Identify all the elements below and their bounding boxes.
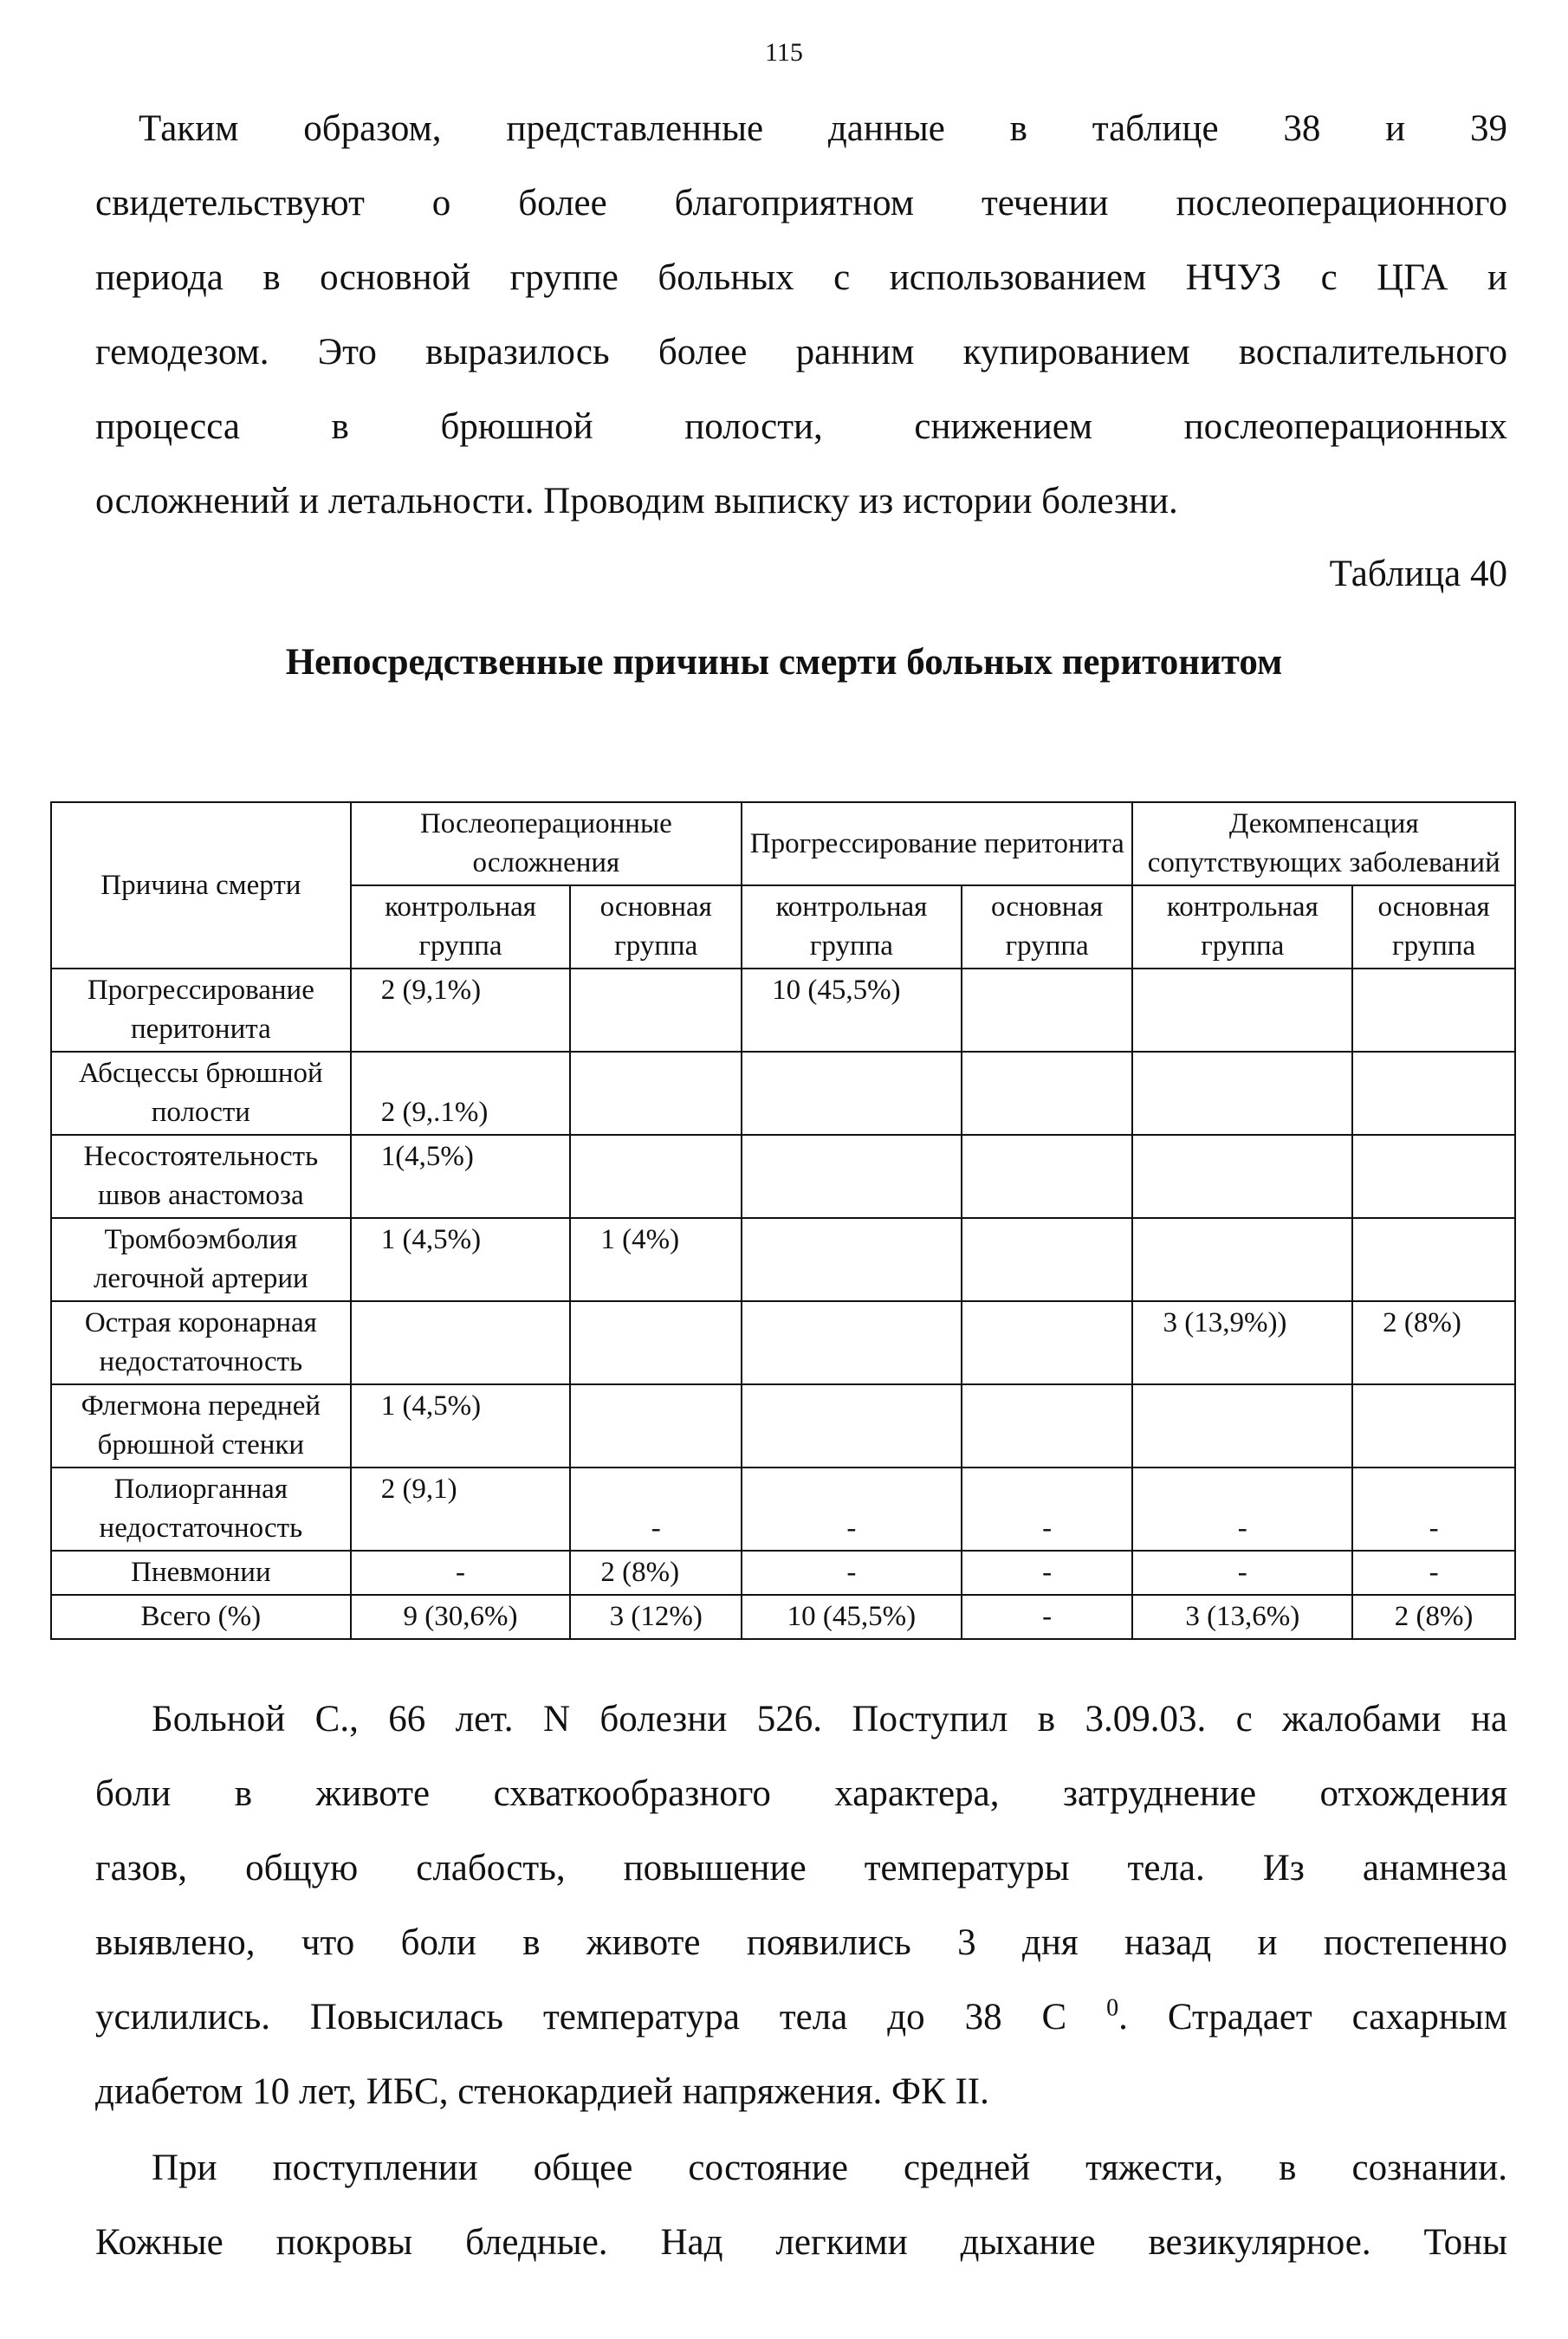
cause-cell: Абсцессы брюшной полости xyxy=(51,1052,351,1135)
cause-cell: Тромбоэмболия легочной артерии xyxy=(51,1218,351,1301)
value-cell: 2 (9,1%) xyxy=(351,969,571,1052)
subheader-main: основная группа xyxy=(1352,885,1515,969)
case-paragraph xyxy=(95,1682,1507,2129)
intro-line: свидетельствуют о более благоприятном течении послеоперационного xyxy=(95,183,1507,224)
value-cell: - xyxy=(1352,1551,1515,1595)
intro-line: гемодезом. Это выразилось более ранним купированием воспалительного xyxy=(95,332,1507,373)
value-cell: 3 (13,9%)) xyxy=(1132,1301,1352,1384)
table-row xyxy=(51,1135,1515,1218)
subheader-control: контрольная группа xyxy=(1132,885,1352,969)
intro-line: осложнений и летальности. Проводим выписку из истории болезни. xyxy=(95,481,1178,522)
table-title: Непосредственные причины смерти больных перитонитом xyxy=(285,642,1283,683)
value-cell: - xyxy=(351,1551,571,1595)
value-cell xyxy=(1132,1135,1352,1218)
header-cause: Причина смерти xyxy=(51,802,351,969)
value-cell xyxy=(570,1301,742,1384)
value-cell: - xyxy=(1132,1551,1352,1595)
value-cell: - xyxy=(742,1551,962,1595)
value-cell xyxy=(1132,1384,1352,1468)
value-cell: 2 (8%) xyxy=(1352,1301,1515,1384)
value-cell xyxy=(1352,1135,1515,1218)
table-row xyxy=(51,969,1515,1052)
intro-line: Таким образом, представленные данные в таблице 38 и 39 xyxy=(139,108,1507,149)
value-cell xyxy=(962,1218,1133,1301)
cause-cell: Острая коронарная недостаточность xyxy=(51,1301,351,1384)
value-cell: 3 (13,6%) xyxy=(1132,1595,1352,1639)
cause-cell: Несостоятельность швов анастомоза xyxy=(51,1135,351,1218)
value-cell xyxy=(1132,1218,1352,1301)
value-cell xyxy=(742,1301,962,1384)
case-line: боли в животе схваткообразного характера, затруднение отхождения xyxy=(95,1773,1507,1814)
value-cell xyxy=(570,1135,742,1218)
header-group-progression: Прогрессирование перитонита xyxy=(742,802,1132,885)
value-cell: 1 (4,5%) xyxy=(351,1218,571,1301)
table-row xyxy=(51,1052,1515,1135)
value-cell: - xyxy=(962,1595,1133,1639)
table-label: Таблица 40 xyxy=(1329,554,1507,594)
table-row xyxy=(51,1384,1515,1468)
header-group-postop: Послеоперационные осложнения xyxy=(351,802,742,885)
value-cell xyxy=(962,969,1133,1052)
value-cell: - xyxy=(1132,1468,1352,1551)
case-line: Больной С., 66 лет. N болезни 526. Поступил в 3.09.03. с жалобами на xyxy=(152,1699,1507,1740)
table-row xyxy=(51,1301,1515,1384)
intro-paragraph xyxy=(95,92,1507,539)
value-cell: 10 (45,5%) xyxy=(742,969,962,1052)
subheader-main: основная группа xyxy=(962,885,1133,969)
value-cell xyxy=(1352,1218,1515,1301)
intro-line: процесса в брюшной полости, снижением послеоперационных xyxy=(95,406,1507,447)
value-cell: 3 (12%) xyxy=(570,1595,742,1639)
value-cell: 2 (9,1) xyxy=(351,1468,571,1551)
value-cell: 2 (8%) xyxy=(1352,1595,1515,1639)
value-cell xyxy=(1132,1052,1352,1135)
table-row xyxy=(51,1468,1515,1551)
cause-cell: Полиорганная недостаточность xyxy=(51,1468,351,1551)
table-row xyxy=(51,1218,1515,1301)
cause-cell: Всего (%) xyxy=(51,1595,351,1639)
value-cell: 1 (4%) xyxy=(570,1218,742,1301)
value-cell: 2 (9,.1%) xyxy=(351,1052,571,1135)
value-cell xyxy=(1352,1384,1515,1468)
admission-line: При поступлении общее состояние средней тяжести, в сознании. xyxy=(152,2148,1507,2188)
case-line: газов, общую слабость, повышение температуры тела. Из анамнеза xyxy=(95,1848,1507,1889)
cause-cell: Прогрессирование перитонита xyxy=(51,969,351,1052)
causes-of-death-table xyxy=(50,801,1516,1640)
subheader-control: контрольная группа xyxy=(742,885,962,969)
value-cell: 2 (8%) xyxy=(570,1551,742,1595)
value-cell xyxy=(742,1384,962,1468)
value-cell xyxy=(962,1135,1133,1218)
value-cell xyxy=(962,1384,1133,1468)
value-cell xyxy=(1352,1052,1515,1135)
value-cell xyxy=(742,1218,962,1301)
value-cell xyxy=(962,1052,1133,1135)
subheader-control: контрольная группа xyxy=(351,885,571,969)
case-line: выявлено, что боли в животе появились 3 дня назад и постепенно xyxy=(95,1922,1507,1963)
admission-line: Кожные покровы бледные. Над легкими дыхание везикулярное. Тоны xyxy=(95,2222,1507,2263)
admission-paragraph xyxy=(95,2131,1507,2280)
value-cell xyxy=(570,969,742,1052)
value-cell xyxy=(1352,969,1515,1052)
case-line: диабетом 10 лет, ИБС, стенокардией напряжения. ФК II. xyxy=(95,2071,989,2112)
subheader-main: основная группа xyxy=(570,885,742,969)
value-cell xyxy=(1132,969,1352,1052)
value-cell xyxy=(351,1301,571,1384)
value-cell: - xyxy=(742,1468,962,1551)
case-line: усилились. Повысилась температура тела до 38 С $^0$. Страдает сахарным xyxy=(95,1994,1508,2038)
value-cell: - xyxy=(570,1468,742,1551)
table-row-total xyxy=(51,1595,1515,1639)
value-cell: 1 (4,5%) xyxy=(351,1384,571,1468)
value-cell xyxy=(570,1052,742,1135)
value-cell: 9 (30,6%) xyxy=(351,1595,571,1639)
value-cell xyxy=(962,1301,1133,1384)
table-row xyxy=(51,1551,1515,1595)
value-cell xyxy=(742,1052,962,1135)
cause-cell: Пневмонии xyxy=(51,1551,351,1595)
value-cell: - xyxy=(962,1468,1133,1551)
value-cell: 1(4,5%) xyxy=(351,1135,571,1218)
value-cell: - xyxy=(1352,1468,1515,1551)
intro-line: периода в основной группе больных с использованием НЧУЗ с ЦГА и xyxy=(95,257,1507,298)
value-cell: 10 (45,5%) xyxy=(742,1595,962,1639)
value-cell: - xyxy=(962,1551,1133,1595)
cause-cell: Флегмона передней брюшной стенки xyxy=(51,1384,351,1468)
page-number: 115 xyxy=(765,38,803,67)
header-group-decompensation: Декомпенсация сопутствующих заболеваний xyxy=(1132,802,1515,885)
value-cell xyxy=(570,1384,742,1468)
value-cell xyxy=(742,1135,962,1218)
